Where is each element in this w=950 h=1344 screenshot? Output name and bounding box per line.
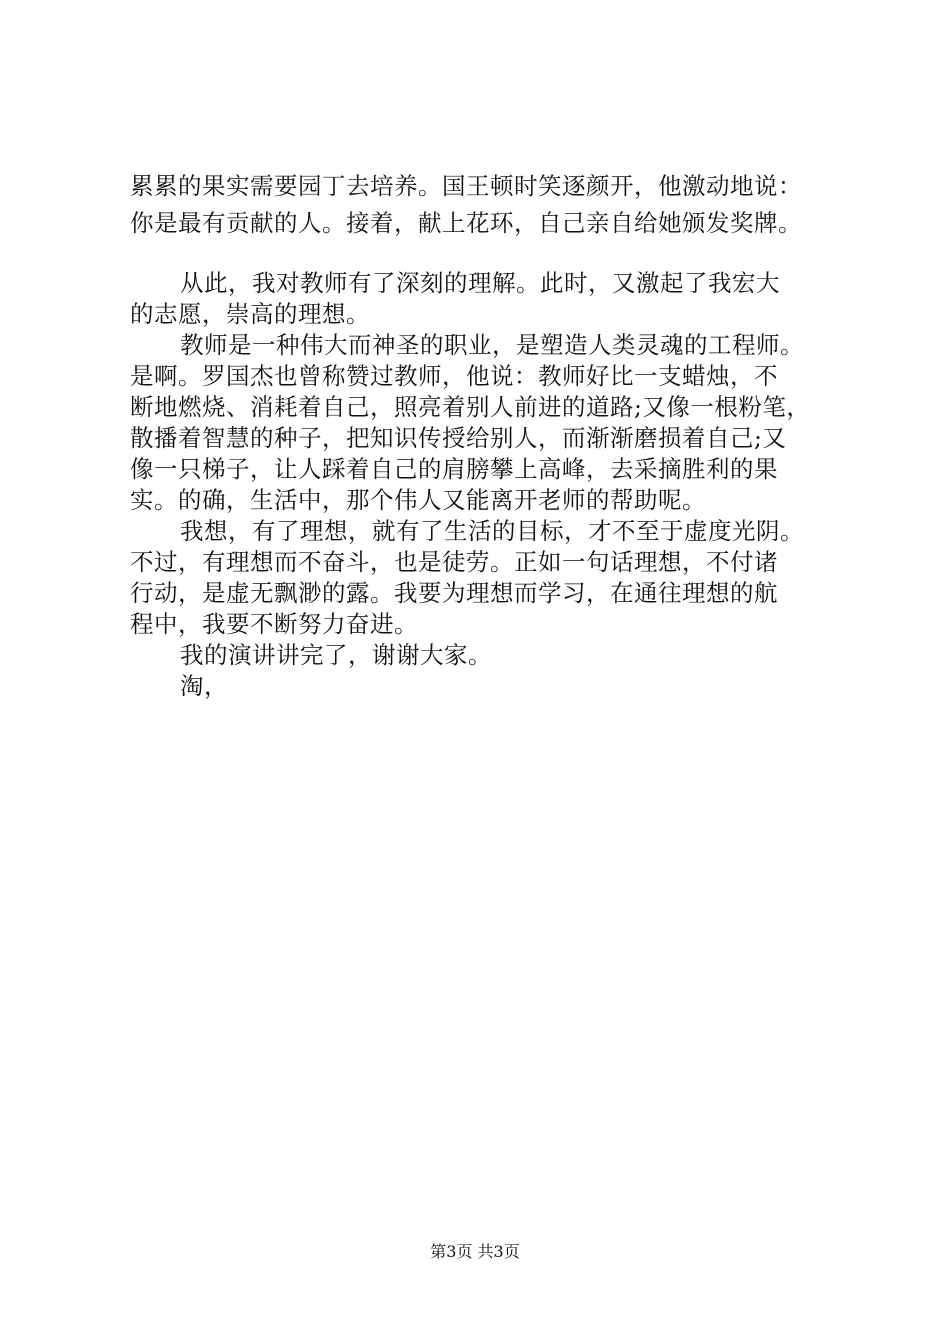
- body-line-2: 你是最有贡献的人。接着，献上花环，自己亲自给她颁发奖牌。: [130, 209, 802, 237]
- body-line-12: 不过，有理想而不奋斗，也是徒劳。正如一句话理想，不付诸: [130, 548, 778, 576]
- body-line-7: 断地燃烧、消耗着自己，照亮着别人前进的道路;又像一根粉笔，: [130, 393, 811, 421]
- body-line-11: 我想，有了理想，就有了生活的目标，才不至于虚度光阴。: [180, 517, 804, 545]
- body-line-3: 从此，我对教师有了深刻的理解。此时，又激起了我宏大: [180, 269, 780, 297]
- body-line-14: 程中，我要不断努力奋进。: [130, 610, 418, 638]
- body-line-15: 我的演讲讲完了，谢谢大家。: [180, 641, 492, 669]
- body-line-6: 是啊。罗国杰也曾称赞过教师，他说：教师好比一支蜡烛，不: [130, 362, 778, 390]
- body-line-8: 散播着智慧的种子，把知识传授给别人，而渐渐磨损着自己;又: [130, 424, 787, 452]
- body-line-5: 教师是一种伟大而神圣的职业，是塑造人类灵魂的工程师。: [180, 331, 804, 359]
- body-line-10: 实。的确，生活中，那个伟人又能离开老师的帮助呢。: [130, 486, 706, 514]
- body-line-16: 淘，: [180, 672, 228, 700]
- body-line-9: 像一只梯子，让人踩着自己的肩膀攀上高峰，去采摘胜利的果: [130, 455, 778, 483]
- body-line-1: 累累的果实需要园丁去培养。国王顿时笑逐颜开，他激动地说：: [130, 172, 802, 200]
- body-line-4: 的志愿，崇高的理想。: [130, 300, 370, 328]
- body-line-13: 行动，是虚无飘渺的露。我要为理想而学习，在通往理想的航: [130, 579, 778, 607]
- page-number-footer: 第3页 共3页: [430, 1242, 520, 1261]
